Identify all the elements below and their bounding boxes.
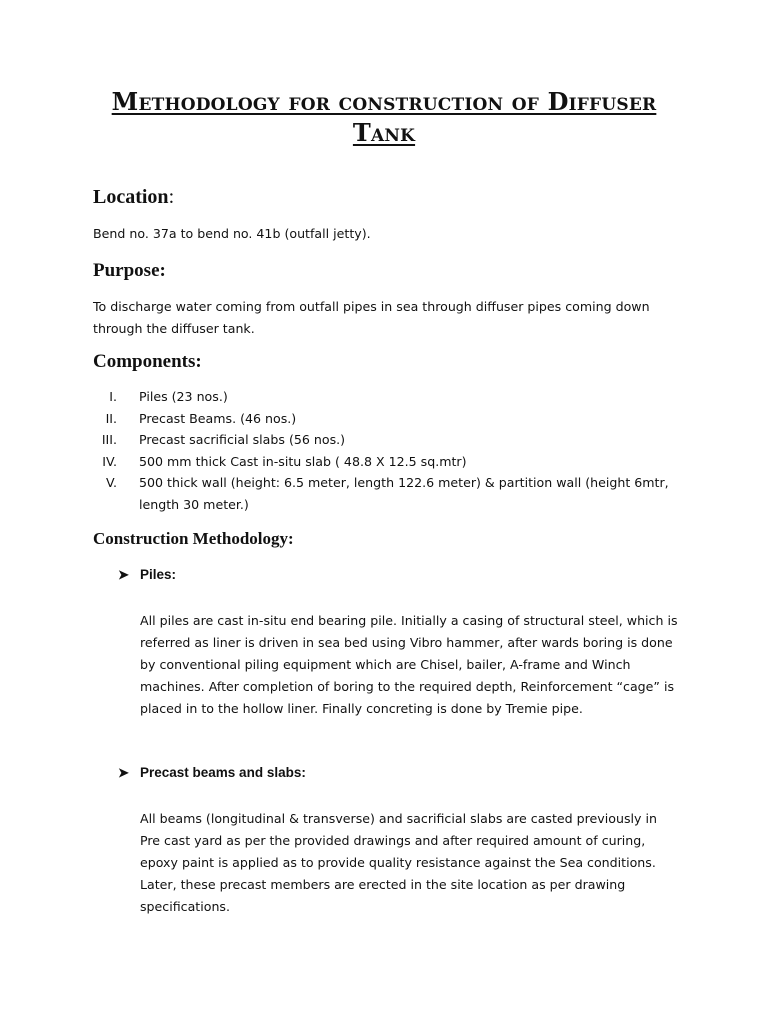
list-item bbox=[0, 472, 700, 515]
list-text: 500 mm thick Cast in-situ slab ( 48.8 X 12.5 sq.mtr) bbox=[139, 453, 467, 469]
list-number: I. bbox=[109, 389, 117, 404]
precast-paragraph: All beams (longitudinal & transverse) and sacrificial slabs are casted previously in Pre cast yard as per the provided drawings and after required amount of curing, epoxy paint is applied as to provide quality resistance against the Sea conditions. Later, these precast members are erected in the site location as per drawing specifications. bbox=[140, 811, 657, 914]
list-number: II. bbox=[105, 410, 117, 426]
methodology-heading: Construction Methodology: bbox=[93, 529, 294, 548]
arrow-bullet-icon: ➤ bbox=[118, 567, 129, 582]
list-item bbox=[0, 451, 700, 473]
list-text: Piles (23 nos.) bbox=[139, 389, 228, 404]
components-heading: Components: bbox=[93, 351, 202, 372]
list-item bbox=[0, 429, 700, 451]
list-item bbox=[0, 408, 700, 430]
list-item bbox=[0, 386, 700, 408]
list-number: III. bbox=[101, 432, 117, 447]
title-line-2: Tank bbox=[352, 118, 416, 147]
location-text: Bend no. 37a to bend no. 41b (outfall jetty). bbox=[93, 226, 371, 241]
arrow-bullet-icon: ➤ bbox=[118, 765, 129, 780]
list-text: 500 thick wall (height: 6.5 meter, length 122.6 meter) & partition wall (height 6mtr, length 30 meter.) bbox=[139, 475, 669, 512]
precast-bullet bbox=[118, 765, 306, 781]
piles-title: Piles: bbox=[140, 567, 177, 582]
precast-title: Precast beams and slabs: bbox=[140, 765, 306, 780]
location-heading: Location: bbox=[93, 186, 175, 208]
components-list bbox=[0, 386, 700, 515]
piles-bullet bbox=[118, 567, 176, 583]
piles-paragraph: All piles are cast in-situ end bearing pile. Initially a casing of structural steel, which is referred as liner is driven in sea bed using Vibro hammer, after wards boring is done by conventional piling equipment which are Chisel, bailer, A-frame and Winch machines. After completion of boring to the required depth, Reinforcement “cage” is placed in to the hollow liner. Finally concreting is done by Tremie pipe. bbox=[140, 613, 678, 716]
purpose-text: To discharge water coming from outfall pipes in sea through diffuser pipes coming down through the diffuser tank. bbox=[93, 299, 650, 336]
title-line-1: Methodology for construction of Diffuser bbox=[111, 87, 657, 116]
list-number: V. bbox=[106, 475, 117, 490]
document-title bbox=[70, 86, 698, 148]
purpose-heading: Purpose: bbox=[93, 260, 166, 281]
list-text: Precast Beams. (46 nos.) bbox=[139, 410, 297, 426]
list-number: IV. bbox=[102, 453, 117, 469]
list-text: Precast sacrificial slabs (56 nos.) bbox=[139, 432, 346, 447]
